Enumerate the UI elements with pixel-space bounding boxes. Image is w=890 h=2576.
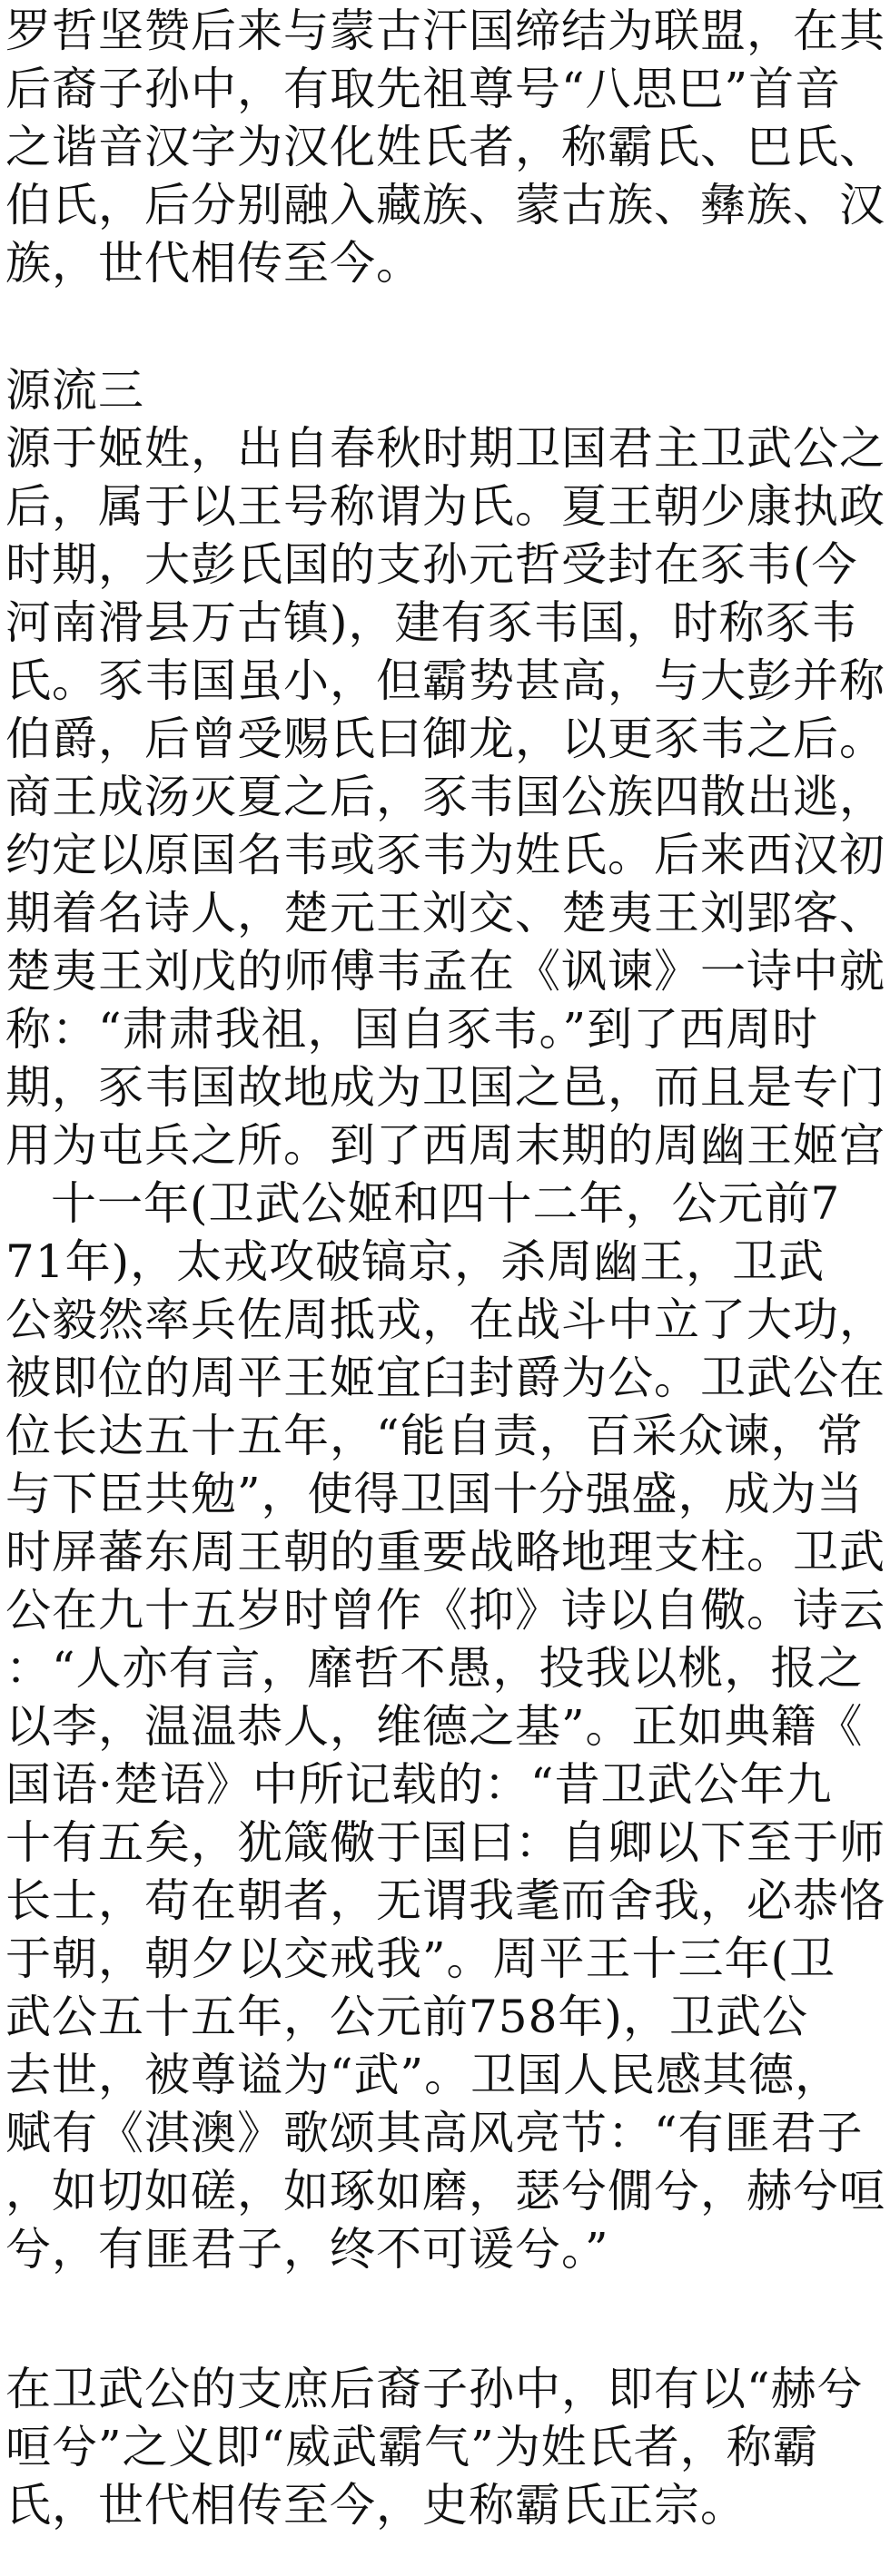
paragraph-line: 公毅然率兵佐周抵戎，在战斗中立了大功， bbox=[5, 1293, 885, 1346]
paragraph-line: 源于姬姓，出自春秋时期卫国君主卫武公之 bbox=[5, 422, 885, 475]
paragraph-line: ，如切如磋，如琢如磨，瑟兮僩兮，赫兮咺 bbox=[5, 2165, 885, 2217]
paragraph-line: 伯爵，后曾受赐氏曰御龙，以更豕韦之后。 bbox=[5, 713, 885, 765]
paragraph-line: 赋有《淇澳》歌颂其高风亮节：“有匪君子 bbox=[5, 2107, 864, 2159]
paragraph-line: 在卫武公的支庶后裔子孙中，即有以“赫兮 bbox=[5, 2363, 864, 2415]
paragraph-line: 商王成汤灭夏之后，豕韦国公族四散出逃， bbox=[5, 771, 885, 823]
paragraph-line: 被即位的周平王姬宜臼封爵为公。卫武公在 bbox=[5, 1352, 885, 1404]
paragraph-line: ：“人亦有言，靡哲不愚，投我以桃，报之 bbox=[5, 1642, 864, 1695]
paragraph-line: 罗哲坚赞后来与蒙古汗国缔结为联盟，在其 bbox=[5, 5, 885, 57]
paragraph-line: 十一年(卫武公姬和四十二年，公元前7 bbox=[51, 1177, 841, 1230]
paragraph-line: 去世，被尊谥为“武”。卫国人民感其德， bbox=[5, 2049, 842, 2101]
paragraph-line: 约定以原国名韦或豕韦为姓氏。后来西汉初 bbox=[5, 829, 885, 881]
paragraph-line: 后裔子孙中，有取先祖尊号“八思巴”首音 bbox=[5, 63, 842, 115]
paragraph-line: 十有五矣，犹箴儆于国曰：自卿以下至于师 bbox=[5, 1816, 885, 1869]
paragraph-line: 河南滑县万古镇)，建有豕韦国，时称豕韦 bbox=[5, 596, 858, 649]
paragraph-line: 用为屯兵之所。到了西周末期的周幽王姬宫 bbox=[5, 1119, 885, 1172]
paragraph-line: 位长达五十五年，“能自责，百采众谏，常 bbox=[5, 1410, 864, 1462]
paragraph-line: 长士，苟在朝者，无谓我耄而舍我，必恭恪 bbox=[5, 1874, 885, 1927]
paragraph-line: 国语·楚语》中所记载的：“昔卫武公年九 bbox=[5, 1758, 833, 1811]
paragraph-line: 楚夷王刘戊的师傅韦孟在《讽谏》一诗中就 bbox=[5, 945, 885, 998]
paragraph-line: 公在九十五岁时曾作《抑》诗以自儆。诗云 bbox=[5, 1584, 885, 1637]
paragraph-line: 咺兮”之义即“威武霸气”为姓氏者，称霸 bbox=[5, 2421, 819, 2473]
paragraph-line: 氏。豕韦国虽小，但霸势甚高，与大彭并称 bbox=[5, 654, 885, 707]
paragraph-line: 称：“肃肃我祖，国自豕韦。”到了西周时 bbox=[5, 1003, 819, 1056]
paragraph-line: 时屏蕃东周王朝的重要战略地理支柱。卫武 bbox=[5, 1526, 885, 1578]
paragraph-line: 以李，温温恭人，维德之基”。正如典籍《 bbox=[5, 1700, 864, 1753]
paragraph-line: 武公五十五年，公元前758年)，卫武公 bbox=[5, 1991, 808, 2043]
paragraph-line: 时期，大彭氏国的支孙元哲受封在豕韦(今 bbox=[5, 538, 858, 591]
paragraph-line: 71年)，太戎攻破镐京，杀周幽王，卫武 bbox=[5, 1235, 826, 1288]
paragraph-line: 期，豕韦国故地成为卫国之邑，而且是专门 bbox=[5, 1061, 885, 1114]
paragraph-line: 氏，世代相传至今，史称霸氏正宗。 bbox=[5, 2479, 747, 2532]
paragraph-line: 之谐音汉字为汉化姓氏者，称霸氏、巴氏、 bbox=[5, 121, 885, 173]
paragraph-line: 期着名诗人，楚元王刘交、楚夷王刘郢客、 bbox=[5, 887, 885, 939]
section-heading: 源流三 bbox=[5, 364, 144, 417]
paragraph-line: 与下臣共勉”，使得卫国十分强盛，成为当 bbox=[5, 1468, 864, 1520]
paragraph-line: 后，属于以王号称谓为氏。夏王朝少康执政 bbox=[5, 480, 885, 533]
paragraph-line: 兮，有匪君子，终不可谖兮。” bbox=[5, 2223, 609, 2276]
paragraph-line: 伯氏，后分别融入藏族、蒙古族、彝族、汉 bbox=[5, 179, 885, 231]
paragraph-line: 族，世代相传至今。 bbox=[5, 237, 422, 290]
paragraph-line: 于朝，朝夕以交戒我”。周平王十三年(卫 bbox=[5, 1932, 836, 1985]
